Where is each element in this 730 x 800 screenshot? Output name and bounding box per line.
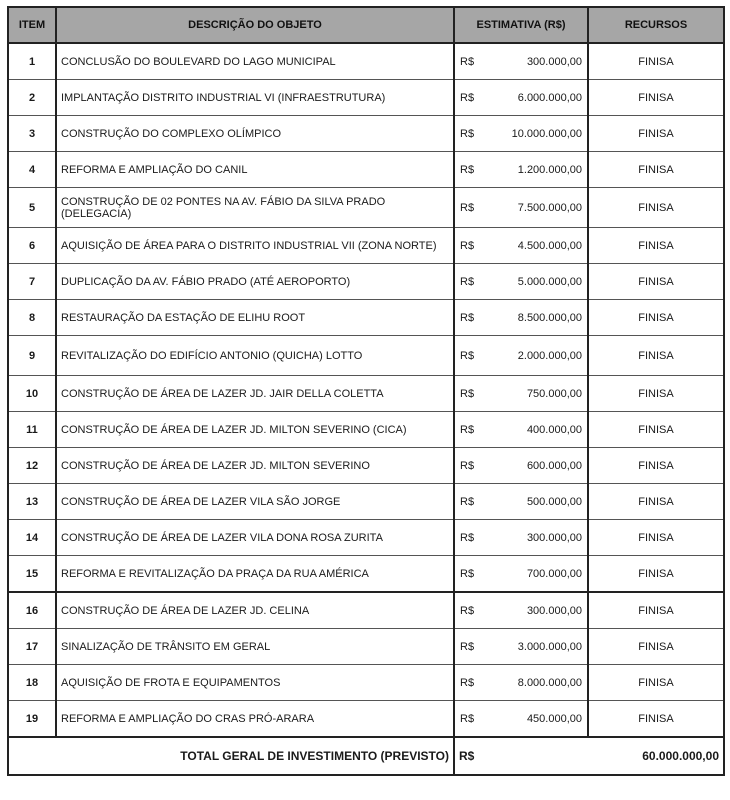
- table-row: [8, 520, 724, 556]
- resource-source: FINISA: [588, 116, 724, 152]
- estimate-cell: [454, 665, 588, 701]
- estimate-value: 2.000.000,00: [517, 349, 582, 362]
- resource-source: FINISA: [588, 556, 724, 593]
- resource-source: FINISA: [588, 665, 724, 701]
- item-number: 18: [8, 665, 56, 701]
- item-description: CONSTRUÇÃO DO COMPLEXO OLÍMPICO: [56, 116, 454, 152]
- estimate-value: 6.000.000,00: [517, 91, 582, 104]
- estimate-value: 8.500.000,00: [517, 311, 582, 324]
- resource-source: FINISA: [588, 80, 724, 116]
- table-row: [8, 665, 724, 701]
- item-description: DUPLICAÇÃO DA AV. FÁBIO PRADO (ATÉ AEROPORTO): [56, 264, 454, 300]
- estimate-value: 700.000,00: [526, 567, 582, 580]
- item-number: 17: [8, 629, 56, 665]
- resource-source: FINISA: [588, 264, 724, 300]
- estimate-cell: [454, 264, 588, 300]
- resource-source: FINISA: [588, 629, 724, 665]
- item-description: CONCLUSÃO DO BOULEVARD DO LAGO MUNICIPAL: [56, 43, 454, 80]
- estimate-value: 1.200.000,00: [517, 163, 582, 176]
- item-number: 3: [8, 116, 56, 152]
- table-row: [8, 43, 724, 80]
- resource-source: FINISA: [588, 448, 724, 484]
- item-number: 19: [8, 701, 56, 738]
- item-number: 2: [8, 80, 56, 116]
- table-header-row: [8, 7, 724, 43]
- resource-source: FINISA: [588, 376, 724, 412]
- table-row: [8, 629, 724, 665]
- item-number: 11: [8, 412, 56, 448]
- total-currency: R$: [459, 749, 475, 763]
- estimate-cell: [454, 592, 588, 629]
- header-item: ITEM: [8, 7, 56, 43]
- estimate-value: 7.500.000,00: [517, 201, 582, 214]
- estimate-cell: [454, 701, 588, 738]
- currency-symbol: R$: [460, 201, 475, 214]
- item-description: REFORMA E AMPLIAÇÃO DO CRAS PRÓ-ARARA: [56, 701, 454, 738]
- item-number: 10: [8, 376, 56, 412]
- table-row: [8, 80, 724, 116]
- estimate-cell: [454, 484, 588, 520]
- estimate-cell: [454, 116, 588, 152]
- estimate-value: 10.000.000,00: [511, 127, 582, 140]
- estimate-cell: [454, 336, 588, 376]
- estimate-cell: [454, 412, 588, 448]
- estimate-value: 5.000.000,00: [517, 275, 582, 288]
- resource-source: FINISA: [588, 592, 724, 629]
- resource-source: FINISA: [588, 188, 724, 228]
- currency-symbol: R$: [460, 495, 475, 508]
- table-body: [8, 43, 724, 737]
- resource-source: FINISA: [588, 520, 724, 556]
- estimate-value: 300.000,00: [526, 55, 582, 68]
- item-description: IMPLANTAÇÃO DISTRITO INDUSTRIAL VI (INFRAESTRUTURA): [56, 80, 454, 116]
- currency-symbol: R$: [460, 676, 475, 689]
- item-description: CONSTRUÇÃO DE ÁREA DE LAZER VILA DONA ROSA ZURITA: [56, 520, 454, 556]
- estimate-value: 4.500.000,00: [517, 239, 582, 252]
- resource-source: FINISA: [588, 412, 724, 448]
- item-description: AQUISIÇÃO DE FROTA E EQUIPAMENTOS: [56, 665, 454, 701]
- item-description: SINALIZAÇÃO DE TRÂNSITO EM GERAL: [56, 629, 454, 665]
- resource-source: FINISA: [588, 43, 724, 80]
- estimate-cell: [454, 43, 588, 80]
- item-description: CONSTRUÇÃO DE ÁREA DE LAZER VILA SÃO JORGE: [56, 484, 454, 520]
- currency-symbol: R$: [460, 311, 475, 324]
- currency-symbol: R$: [460, 604, 475, 617]
- table-row: [8, 484, 724, 520]
- estimate-value: 750.000,00: [526, 387, 582, 400]
- item-number: 14: [8, 520, 56, 556]
- item-number: 9: [8, 336, 56, 376]
- estimate-value: 300.000,00: [526, 604, 582, 617]
- table-row: [8, 188, 724, 228]
- estimate-value: 450.000,00: [526, 712, 582, 725]
- item-number: 16: [8, 592, 56, 629]
- item-description: REFORMA E AMPLIAÇÃO DO CANIL: [56, 152, 454, 188]
- estimate-cell: [454, 629, 588, 665]
- item-description: AQUISIÇÃO DE ÁREA PARA O DISTRITO INDUSTRIAL VII (ZONA NORTE): [56, 228, 454, 264]
- currency-symbol: R$: [460, 531, 475, 544]
- investment-table: [7, 6, 725, 776]
- header-resources: RECURSOS: [588, 7, 724, 43]
- item-description: REVITALIZAÇÃO DO EDIFÍCIO ANTONIO (QUICHA) LOTTO: [56, 336, 454, 376]
- table-row: [8, 448, 724, 484]
- item-description: CONSTRUÇÃO DE ÁREA DE LAZER JD. MILTON SEVERINO (CICA): [56, 412, 454, 448]
- currency-symbol: R$: [460, 712, 475, 725]
- estimate-value: 3.000.000,00: [517, 640, 582, 653]
- currency-symbol: R$: [460, 127, 475, 140]
- item-number: 7: [8, 264, 56, 300]
- table-row: [8, 264, 724, 300]
- resource-source: FINISA: [588, 300, 724, 336]
- estimate-cell: [454, 300, 588, 336]
- estimate-value: 400.000,00: [526, 423, 582, 436]
- currency-symbol: R$: [460, 387, 475, 400]
- item-number: 15: [8, 556, 56, 593]
- estimate-cell: [454, 152, 588, 188]
- estimate-value: 300.000,00: [526, 531, 582, 544]
- item-description: REFORMA E REVITALIZAÇÃO DA PRAÇA DA RUA AMÉRICA: [56, 556, 454, 593]
- item-number: 1: [8, 43, 56, 80]
- header-description: DESCRIÇÃO DO OBJETO: [56, 7, 454, 43]
- resource-source: FINISA: [588, 228, 724, 264]
- item-number: 5: [8, 188, 56, 228]
- table-row: [8, 556, 724, 593]
- table-row: [8, 336, 724, 376]
- resource-source: FINISA: [588, 701, 724, 738]
- item-description: CONSTRUÇÃO DE ÁREA DE LAZER JD. CELINA: [56, 592, 454, 629]
- table-row: [8, 300, 724, 336]
- estimate-value: 600.000,00: [526, 459, 582, 472]
- table-row: [8, 412, 724, 448]
- header-estimate: ESTIMATIVA (R$): [454, 7, 588, 43]
- table-row: [8, 228, 724, 264]
- estimate-cell: [454, 520, 588, 556]
- total-amount-cell: [454, 737, 724, 775]
- item-number: 6: [8, 228, 56, 264]
- estimate-value: 500.000,00: [526, 495, 582, 508]
- table-row: [8, 376, 724, 412]
- total-value: 60.000.000,00: [642, 749, 719, 763]
- resource-source: FINISA: [588, 336, 724, 376]
- item-description: RESTAURAÇÃO DA ESTAÇÃO DE ELIHU ROOT: [56, 300, 454, 336]
- currency-symbol: R$: [460, 640, 475, 653]
- total-row: [8, 737, 724, 775]
- item-description: CONSTRUÇÃO DE ÁREA DE LAZER JD. MILTON SEVERINO: [56, 448, 454, 484]
- total-label: TOTAL GERAL DE INVESTIMENTO (PREVISTO): [8, 737, 454, 775]
- item-number: 4: [8, 152, 56, 188]
- estimate-cell: [454, 556, 588, 593]
- currency-symbol: R$: [460, 275, 475, 288]
- resource-source: FINISA: [588, 484, 724, 520]
- currency-symbol: R$: [460, 459, 475, 472]
- item-number: 13: [8, 484, 56, 520]
- resource-source: FINISA: [588, 152, 724, 188]
- table-row: [8, 701, 724, 738]
- item-number: 8: [8, 300, 56, 336]
- estimate-cell: [454, 80, 588, 116]
- currency-symbol: R$: [460, 163, 475, 176]
- item-number: 12: [8, 448, 56, 484]
- currency-symbol: R$: [460, 239, 475, 252]
- table-row: [8, 152, 724, 188]
- estimate-value: 8.000.000,00: [517, 676, 582, 689]
- estimate-cell: [454, 188, 588, 228]
- table-row: [8, 592, 724, 629]
- currency-symbol: R$: [460, 55, 475, 68]
- currency-symbol: R$: [460, 423, 475, 436]
- item-description: CONSTRUÇÃO DE ÁREA DE LAZER JD. JAIR DELLA COLETTA: [56, 376, 454, 412]
- currency-symbol: R$: [460, 567, 475, 580]
- table-row: [8, 116, 724, 152]
- estimate-cell: [454, 448, 588, 484]
- currency-symbol: R$: [460, 91, 475, 104]
- currency-symbol: R$: [460, 349, 475, 362]
- estimate-cell: [454, 228, 588, 264]
- item-description: CONSTRUÇÃO DE 02 PONTES NA AV. FÁBIO DA SILVA PRADO (DELEGACIA): [56, 188, 454, 228]
- estimate-cell: [454, 376, 588, 412]
